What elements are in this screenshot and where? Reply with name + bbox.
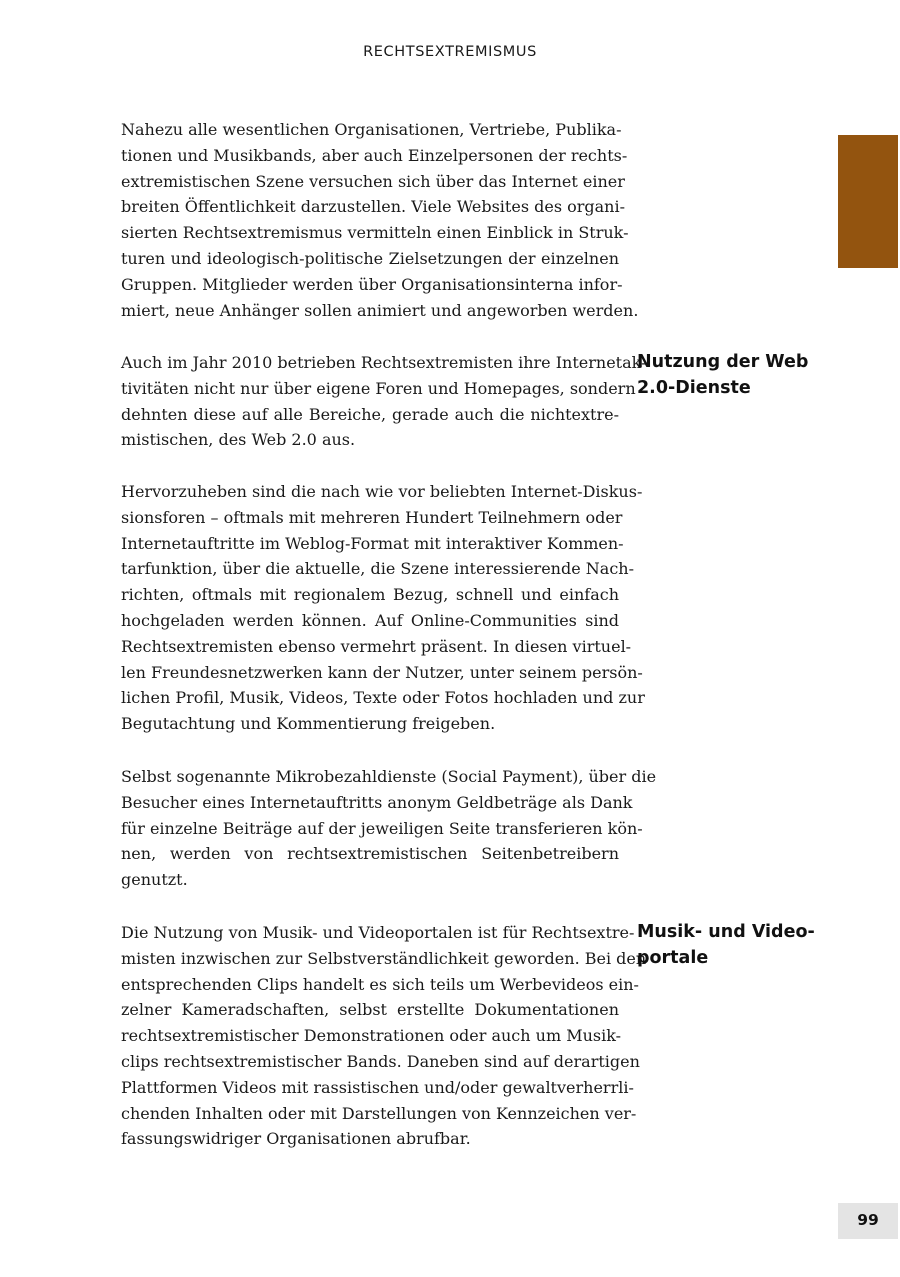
text-line: Hervorzuheben sind die nach wie vor beliebten Internet-Diskus- (121, 482, 643, 501)
text-line: rechtsextremistischer Demonstrationen oder auch um Musik- (121, 1026, 622, 1046)
text-line: Internetauftritte im Weblog-Format mit interaktiver Kommen- (121, 533, 624, 553)
text-line: Rechtsextremisten ebenso vermehrt präsent. In diesen virtuel- (121, 636, 632, 656)
text-line: Nahezu alle wesentlichen Organisationen, Vertriebe, Publika- (121, 120, 622, 139)
text-line: nen, werden von rechtsextremistischen Seitenbetreibern (121, 844, 619, 864)
text-line: sierten Rechtsextremismus vermitteln einen Einblick in Struk- (121, 223, 629, 243)
paragraph-5 (121, 920, 647, 1152)
paragraph-3 (121, 479, 645, 737)
marginal-heading-line: 2.0-Dienste (637, 377, 751, 398)
text-line: len Freundesnetzwerken kann der Nutzer, unter seinem persön- (121, 662, 643, 682)
text-line: Die Nutzung von Musik- und Videoportalen ist für Rechtsextre- (121, 923, 635, 942)
text-line: tarfunktion, über die aktuelle, die Szene interessierende Nach- (121, 559, 634, 579)
text-line: tionen und Musikbands, aber auch Einzelpersonen der rechts- (121, 145, 628, 165)
marginal-heading-web20 (637, 350, 837, 402)
text-line: clips rechtsextremistischer Bands. Daneben sind auf derartigen (121, 1051, 640, 1071)
text-line: breiten Öffentlichkeit darzustellen. Viele Websites des organi- (121, 197, 626, 217)
text-line: entsprechenden Clips handelt es sich teils um Werbevideos ein- (121, 974, 639, 994)
text-line: mistischen, des Web 2.0 aus. (121, 430, 356, 450)
paragraph-2 (121, 350, 647, 453)
text-line: Besucher eines Internetauftritts anonym Geldbeträge als Dank (121, 792, 633, 812)
text-line: chenden Inhalten oder mit Darstellungen von Kennzeichen ver- (121, 1103, 637, 1123)
text-line: lichen Profil, Musik, Videos, Texte oder Fotos hochladen und zur (121, 688, 645, 708)
marginal-heading-line: Nutzung der Web (637, 352, 809, 372)
text-line: Gruppen. Mitglieder werden über Organisationsinterna infor- (121, 274, 623, 294)
page-number: 99 (838, 1203, 898, 1239)
text-line: Auch im Jahr 2010 betrieben Rechtsextremisten ihre Internetak- (121, 353, 647, 372)
text-line: Begutachtung und Kommentierung freigeben. (121, 714, 496, 734)
text-line: für einzelne Beiträge auf der jeweiligen Seite transferieren kön- (121, 818, 643, 838)
running-header: RECHTSEXTREMISMUS (363, 44, 537, 60)
text-line: turen und ideologisch-politische Zielsetzungen der einzelnen (121, 248, 619, 268)
text-line: Plattformen Videos mit rassistischen und/oder gewaltverherrli- (121, 1077, 634, 1097)
paragraph-1 (121, 117, 639, 323)
marginal-heading-music-video (637, 920, 837, 972)
text-line: miert, neue Anhänger sollen animiert und angeworben werden. (121, 300, 639, 320)
text-line: misten inzwischen zur Selbstverständlichkeit geworden. Bei den (121, 948, 647, 968)
paragraph-4 (121, 764, 657, 893)
text-line: extremistischen Szene versuchen sich über das Internet einer (121, 171, 625, 191)
text-line: zelner Kameradschaften, selbst erstellte Dokumentationen (121, 1000, 619, 1020)
marginal-heading-line: Musik- und Video- (637, 922, 815, 942)
chapter-tab-marker (838, 135, 898, 268)
text-line: dehnten diese auf alle Bereiche, gerade auch die nichtextre- (121, 404, 619, 424)
text-line: Selbst sogenannte Mikrobezahldienste (Social Payment), über die (121, 767, 657, 786)
text-line: sionsforen – oftmals mit mehreren Hundert Teilnehmern oder (121, 507, 623, 527)
text-line: hochgeladen werden können. Auf Online-Communities sind (121, 610, 619, 630)
text-line: genutzt. (121, 870, 188, 890)
text-line: richten, oftmals mit regionalem Bezug, schnell und einfach (121, 585, 619, 605)
text-line: tivitäten nicht nur über eigene Foren und Homepages, sondern (121, 378, 636, 398)
marginal-heading-line: portale (637, 947, 709, 968)
text-line: fassungswidriger Organisationen abrufbar. (121, 1129, 471, 1149)
